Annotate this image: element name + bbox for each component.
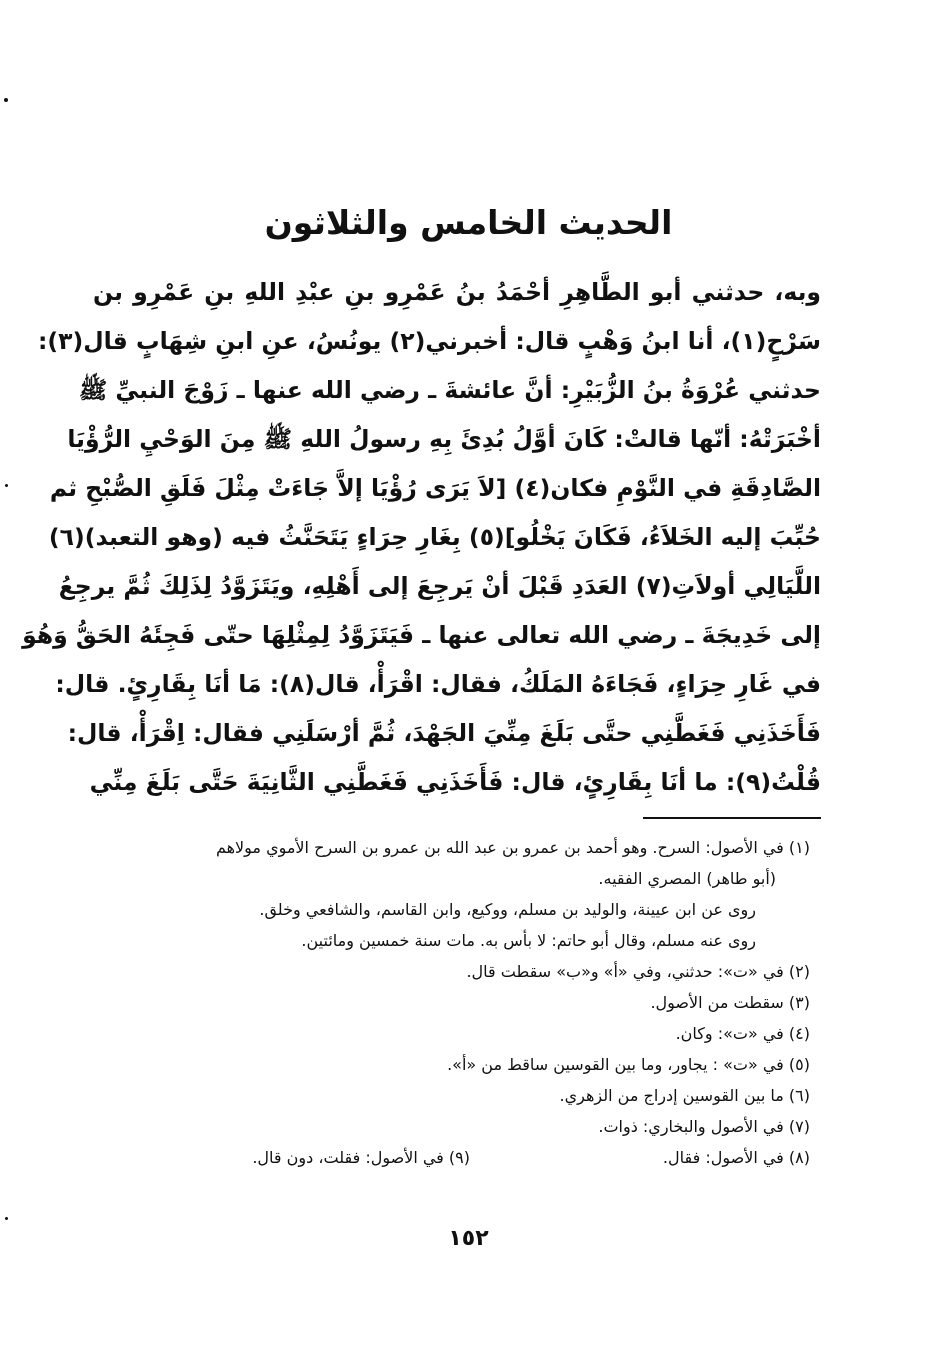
body-line: إلى خَدِيجَةَ ـ رضي الله تعالى عنها ـ فَيَتَزَوَّدُ لِمِثْلِهَا حتّى فَجِئَهُ الحَقُّ وَهُوَ bbox=[22, 621, 821, 649]
page-number: ١٥٢ bbox=[448, 1226, 489, 1251]
body-line: أخْبَرَتْهُ: أنّها قالتْ: كَانَ أوَّلُ بُدِئَ بِهِ رسولُ اللهِ ﷺ مِنَ الوَحْيِ الرُّؤْيَا bbox=[67, 425, 821, 453]
footnote-1-cont: روى عنه مسلم، وقال أبو حاتم: لا بأس به. مات سنة خمسين ومائتين. bbox=[301, 931, 756, 950]
body-line: اللَّيَالِي أولاَتِ(٧) العَدَدِ قَبْلَ أنْ يَرجِعَ إلى أَهْلِهِ، ويَتَزَوَّدُ لِذَلِكَ ثُمَّ يرجِعُ bbox=[58, 572, 821, 600]
footnote-2: (٢) في «ت»: حدثني، وفي «أ» و«ب» سقطت قال. bbox=[466, 962, 810, 981]
body-line: حُبِّبَ إليه الخَلاَءُ، فَكَانَ يَخْلُو](٥) بِغَارِ حِرَاءٍ يَتَحَنَّثُ فيه (وهو التعبد)(٦) bbox=[48, 523, 821, 551]
body-line: قُلْتُ(٩): ما أنَا بِقَارِئٍ، قال: فَأَخَذَنِي فَغَطَّنِي الثَّانِيَةَ حَتَّى بَلَغَ مِنِّي bbox=[89, 768, 821, 796]
footnote-3: (٣) سقطت من الأصول. bbox=[650, 993, 810, 1012]
hadith-title: الحديث الخامس والثلاثون bbox=[264, 203, 673, 242]
scan-speck bbox=[5, 1217, 8, 1220]
footnote-4: (٤) في «ت»: وكان. bbox=[675, 1024, 810, 1043]
footnote-8: (٨) في الأصول: فقال. bbox=[662, 1148, 810, 1167]
scan-speck bbox=[5, 484, 8, 487]
body-line: الصَّادِقَةِ في النَّوْمِ فكان(٤) [لاَ يَرَى رُؤْيَا إلاَّ جَاءَتْ مِثْلَ فَلَقِ الصُّبْحِ ثم bbox=[49, 474, 821, 502]
footnote-9: (٩) في الأصول: فقلت، دون قال. bbox=[252, 1148, 470, 1167]
body-line: حدثني عُرْوَةُ بنُ الزُّبَيْرِ: أنَّ عائشةَ ـ رضي الله عنها ـ زَوْجَ النبيِّ ﷺ bbox=[78, 376, 821, 404]
footnotes bbox=[120, 832, 810, 1173]
body-line: فَأَخَذَنِي فَغَطَّنِي حتَّى بَلَغَ مِنِّيَ الجَهْدَ، ثُمَّ أرْسَلَنِي فقال: اِقْرَأْ، قال: bbox=[67, 719, 821, 747]
footnote-row-8-9 bbox=[120, 1142, 810, 1173]
footnote-1: (١) في الأصول: السرح. وهو أحمد بن عمرو بن عبد الله بن عمرو بن السرح الأموي مولاهم bbox=[215, 838, 810, 857]
footnote-6: (٦) ما بين القوسين إدراج من الزهري. bbox=[559, 1086, 810, 1105]
body-line: وبه، حدثني أبو الطَّاهِرِ أحْمَدُ بنُ عَمْرِو بنِ عبْدِ اللهِ بنِ عَمْرِو بن bbox=[93, 278, 821, 306]
body-line: في غَارِ حِرَاءٍ، فَجَاءَهُ المَلَكُ، فقال: اقْرَأْ، قال(٨): مَا أنَا بِقَارِئٍ. قال: bbox=[55, 670, 821, 698]
scan-speck bbox=[4, 98, 8, 102]
footnote-separator bbox=[643, 817, 821, 819]
footnote-1-cont: روى عن ابن عيينة، والوليد بن مسلم، ووكيع، وابن القاسم، والشافعي وخلق. bbox=[259, 900, 756, 919]
footnote-7: (٧) في الأصول والبخاري: ذوات. bbox=[598, 1117, 810, 1136]
body-line: سَرْحٍ(١)، أنا ابنُ وَهْبٍ قال: أخبرني(٢) يونُسُ، عنِ ابنِ شِهَابٍ قال(٣): bbox=[37, 327, 821, 355]
hadith-body bbox=[22, 268, 821, 807]
footnote-5: (٥) في «ت» : يجاور، وما بين القوسين ساقط من «أ». bbox=[447, 1055, 810, 1074]
footnote-1-cont: (أبو طاهر) المصري الفقيه. bbox=[598, 869, 776, 888]
